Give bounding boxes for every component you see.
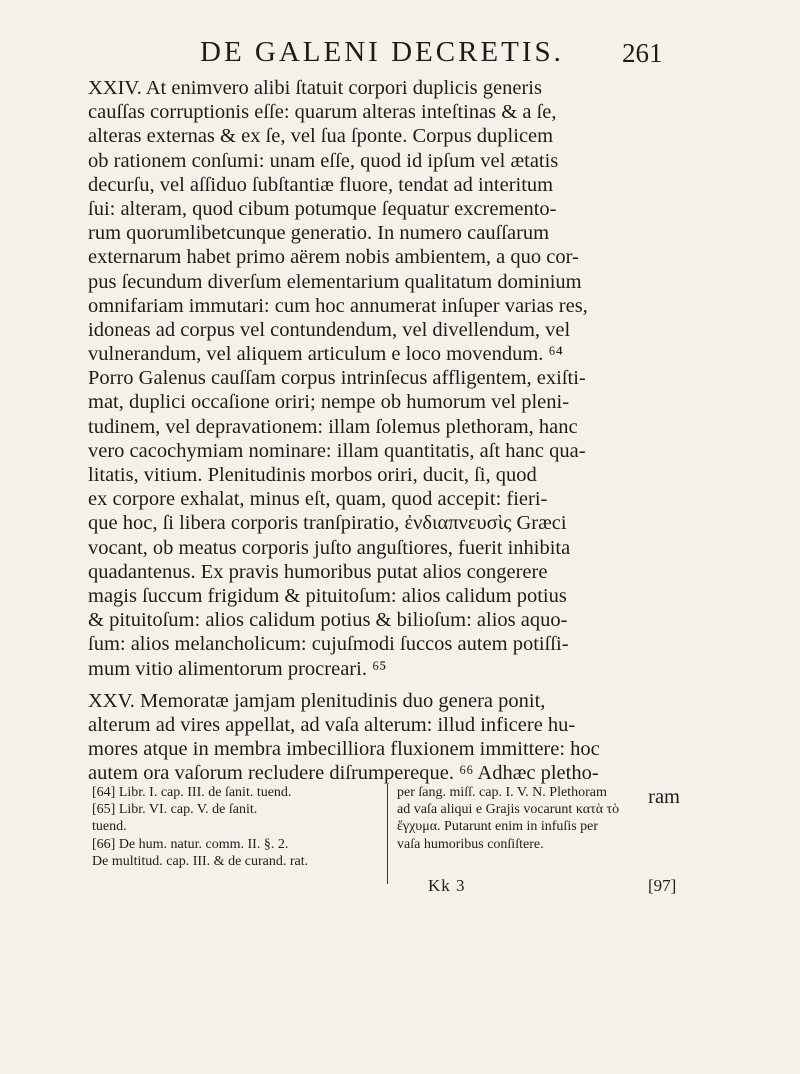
main-text: [88, 76, 680, 810]
text-line: idoneas ad corpus vel contundendum, vel divellendum, vel: [88, 318, 571, 341]
sheet-number: [97]: [648, 876, 677, 895]
text-line: mat, duplici occaſione oriri; nempe ob humorum vel pleni-: [88, 391, 570, 414]
footnote-line: [65] Libr. VI. cap. V. de ſanit.: [92, 802, 258, 818]
page-number: 261: [622, 38, 663, 68]
text-line: que hoc, ſi libera corporis tranſpiratio, ἐνδιαπνευσὶς Græci: [88, 512, 567, 535]
text-line: Porro Galenus cauſſam corpus intrinſecus affligentem, exiſti-: [88, 367, 586, 390]
text-line: ob rationem conſumi: unam eſſe, quod id ipſum vel ætatis: [88, 149, 559, 172]
text-line: rum quorumlibetcunque generatio. In numero cauſſarum: [88, 222, 550, 245]
text-line: magis ſuccum frigidum & pituitoſum: alios calidum potius: [88, 584, 567, 607]
catchword: ram: [648, 786, 680, 809]
text-line: tudinem, vel depravationem: illam ſolemus plethoram, hanc: [88, 415, 578, 438]
text-line: alteras externas & ex ſe, vel ſua ſponte. Corpus duplicem: [88, 125, 554, 148]
signature-mark: Kk 3: [428, 876, 466, 895]
footnote-divider: [387, 784, 388, 884]
text-line: ſui: alteram, quod cibum potumque ſequatur excremento-: [88, 197, 557, 220]
footnote-line: De multitud. cap. III. & de curand. rat.: [92, 853, 309, 869]
text-line: ſum: alios melancholicum: cujuſmodi ſuccos autem potiſſi-: [88, 633, 569, 656]
text-line: XXIV. At enimvero alibi ſtatuit corpori duplicis generis: [88, 77, 542, 99]
text-line: externarum habet primo aërem nobis ambientem, a quo cor-: [88, 246, 579, 269]
text-line: vulnerandum, vel aliquem articulum e loco movendum. ⁶⁴: [88, 343, 563, 366]
text-line: vocant, ob meatus corporis juſto anguſtiores, fuerit inhibita: [88, 536, 571, 559]
footnote-line: ἔγχυμα. Putarunt enim in infuſis per: [397, 819, 599, 835]
footnote-line: vaſa humoribus conſiſtere.: [397, 836, 544, 852]
footnote-line: tuend.: [92, 819, 127, 835]
footnote-column-right: [397, 784, 689, 853]
footnote-line: [66] De hum. natur. comm. II. §. 2.: [92, 836, 289, 852]
text-line: quadantenus. Ex pravis humoribus putat alios congerere: [88, 560, 548, 583]
text-line: XXV. Memoratæ jamjam plenitudinis duo genera ponit,: [88, 689, 546, 712]
text-line: mores atque in membra imbecilliora fluxionem immittere: hoc: [88, 738, 600, 761]
text-line: mum vitio alimentorum procreari. ⁶⁵: [88, 657, 387, 680]
running-title: DE GALENI DECRETIS.: [200, 36, 564, 68]
text-line: litatis, vitium. Plenitudinis morbos oriri, ducit, ſi, quod: [88, 464, 537, 486]
footnote-column-left: [92, 784, 384, 870]
text-line: & pituitoſum: alios calidum potius & bilioſum: alios aquo-: [88, 609, 568, 632]
text-line: cauſſas corruptionis eſſe: quarum alteras inteſtinas & a ſe,: [88, 101, 557, 124]
text-line: vero cacochymiam nominare: illam quantitatis, aſt hanc qua-: [88, 439, 586, 462]
footnotes: [92, 784, 692, 894]
page-header: [0, 32, 800, 72]
text-line: alterum ad vires appellat, ad vaſa alterum: illud inficere hu-: [88, 713, 576, 736]
text-line: pus ſecundum diverſum elementarium qualitatum dominium: [88, 270, 582, 293]
footnote-line: [64] Libr. I. cap. III. de ſanit. tuend.: [92, 785, 292, 800]
text-line: decurſu, vel aſſiduo ſubſtantiæ fluore, tendat ad interitum: [88, 173, 554, 196]
text-line: omnifariam immutari: cum hoc annumerat inſuper varias res,: [88, 294, 588, 317]
text-line: autem ora vaſorum recludere diſrumpereque. ⁶⁶ Adhæc pletho-: [88, 762, 599, 785]
footnote-line: per ſang. miſſ. cap. I. V. N. Plethoram: [397, 785, 607, 800]
footnote-line: ad vaſa aliqui e Grajis vocarunt κατὰ τὸ: [397, 802, 620, 818]
text-line: ex corpore exhalat, minus eſt, quam, quod accepit: fieri-: [88, 488, 548, 511]
